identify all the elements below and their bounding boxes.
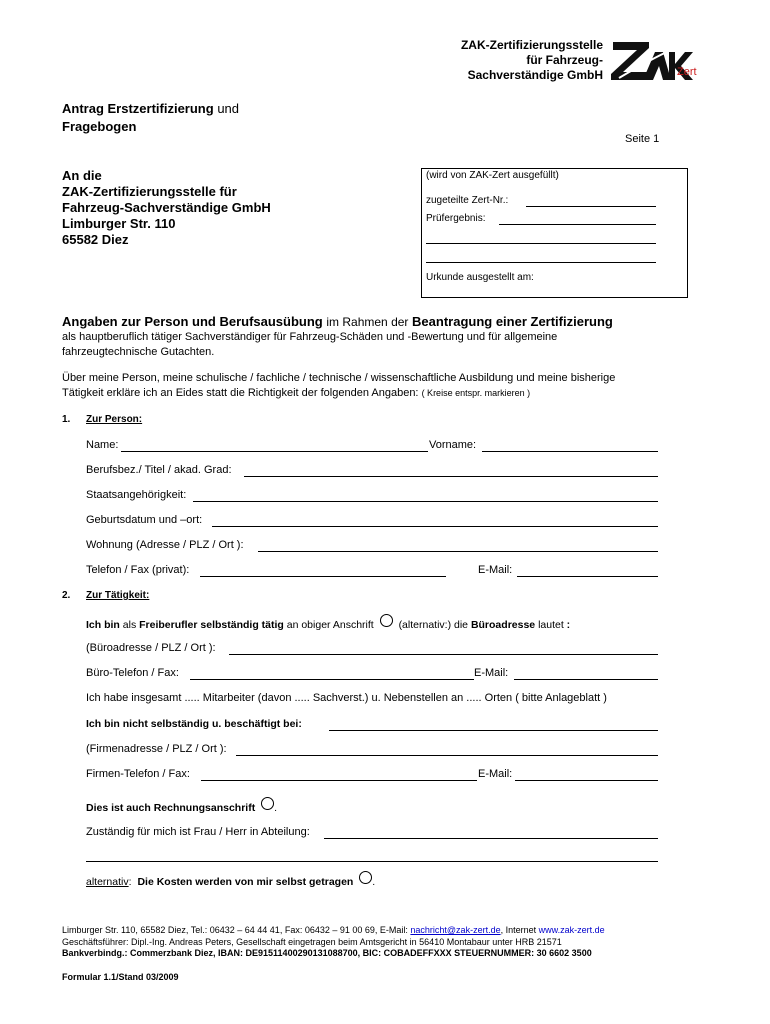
section-2-number: 2. xyxy=(62,590,71,601)
bueroadresse-label: (Büroadresse / PLZ / Ort ): xyxy=(86,642,216,654)
mitarbeiter-line: Ich habe insgesamt ..... Mitarbeiter (davon ..... Sachverst.) u. Nebenstellen an ..... Orten ( bitte Anlageblatt ) xyxy=(86,692,607,704)
section-1-title: Zur Person: xyxy=(86,414,143,425)
recipient-address: An die ZAK-Zertifizierungsstelle für Fahrzeug-Sachverständige GmbH Limburger Str. 110 65582 Diez xyxy=(62,168,271,247)
section-2-title: Zur Tätigkeit: xyxy=(86,590,150,601)
telefon-label: Telefon / Fax (privat): xyxy=(86,564,190,576)
name-field[interactable] xyxy=(121,451,428,452)
wohnung-field[interactable] xyxy=(258,551,658,552)
firmen-email-field[interactable] xyxy=(515,780,658,781)
vorname-label: Vorname: xyxy=(429,439,477,451)
zustaendig-label: Zuständig für mich ist Frau / Herr in Abteilung: xyxy=(86,826,310,838)
cert-no-field[interactable] xyxy=(526,206,656,207)
footer-web-link[interactable]: www.zak-zert.de xyxy=(538,925,605,935)
buerotel-label: Büro-Telefon / Fax: xyxy=(86,667,179,679)
section-1-number: 1. xyxy=(62,414,71,425)
email-label: E-Mail: xyxy=(478,564,513,576)
beruf-field[interactable] xyxy=(244,476,658,477)
firmentel-field[interactable] xyxy=(201,780,477,781)
cert-no-label: zugeteilte Zert-Nr.: xyxy=(426,195,509,206)
footer-email-link[interactable]: nachricht@zak-zert.de xyxy=(410,925,501,935)
firmentel-label: Firmen-Telefon / Fax: xyxy=(86,768,190,780)
footer: Limburger Str. 110, 65582 Diez, Tel.: 06432 – 64 44 41, Fax: 06432 – 91 00 69, E-Mail: nachricht@zak-zert.de, Internet www.zak-zert.de Geschäftsführer: Dipl.-Ing. Andreas Peters, Gesellschaft eingetragen beim Amtsgericht in 56410 Montabaur unter HRB 21571 Bankverbindg.: Commerzbank Diez, IBAN: DE91511400290131088700, BIC: COBADEFFXXX STEUERNUMMER: 30 6602 3500 xyxy=(62,925,605,958)
staat-field[interactable] xyxy=(193,501,658,502)
zak-logo-icon xyxy=(609,38,704,88)
intro-subtext: als hauptberuflich tätiger Sachverständiger für Fahrzeug-Schäden und -Bewertung und für allgemeine fahrzeugtechnische Gutachten. xyxy=(62,331,558,358)
rechnung-line: Dies ist auch Rechnungsanschrift . xyxy=(86,797,277,814)
nicht-selbstaendig-label: Ich bin nicht selbständig u. beschäftigt bei: xyxy=(86,718,302,730)
telefon-field[interactable] xyxy=(200,576,446,577)
form-version: Formular 1.1/Stand 03/2009 xyxy=(62,972,179,982)
result-field[interactable] xyxy=(499,224,656,225)
zak-logo xyxy=(609,38,704,88)
kosten-circle[interactable] xyxy=(359,871,372,884)
firmenadresse-label: (Firmenadresse / PLZ / Ort ): xyxy=(86,743,227,755)
alternativ-line: alternativ: Die Kosten werden von mir selbst getragen . xyxy=(86,871,375,888)
arbeitgeber-field[interactable] xyxy=(329,730,658,731)
email-field[interactable] xyxy=(517,576,658,577)
office-line-2[interactable] xyxy=(426,262,656,263)
vorname-field[interactable] xyxy=(482,451,658,452)
issued-label: Urkunde ausgestellt am: xyxy=(426,272,534,283)
intro-heading: Angaben zur Person und Berufsausübung im Rahmen der Beantragung einer Zertifizierung xyxy=(62,314,613,329)
firmen-email-label: E-Mail: xyxy=(478,768,513,780)
buerotel-field[interactable] xyxy=(190,679,474,680)
doc-title: Antrag Erstzertifizierung und Fragebogen xyxy=(62,101,240,134)
office-use-box xyxy=(421,168,688,298)
office-box-header: (wird von ZAK-Zert ausgefüllt) xyxy=(426,170,559,181)
logo-text: Zert xyxy=(677,66,697,78)
geburt-label: Geburtsdatum und –ort: xyxy=(86,514,203,526)
office-line-1[interactable] xyxy=(426,243,656,244)
intro-paragraph: Über meine Person, meine schulische / fachliche / technische / wissenschaftliche Ausbildung und meine bisherige Tätigkeit erkläre ich an Eides statt die Richtigkeit der folgenden Angaben: ( Kreise entspr. markieren ) xyxy=(62,372,616,399)
buero-email-label: E-Mail: xyxy=(474,667,509,679)
freiberufler-circle[interactable] xyxy=(380,614,393,627)
zustaendig-field-2[interactable] xyxy=(86,861,658,862)
result-label: Prüfergebnis: xyxy=(426,213,486,224)
buero-email-field[interactable] xyxy=(514,679,658,680)
zustaendig-field[interactable] xyxy=(324,838,658,839)
staat-label: Staatsangehörigkeit: xyxy=(86,489,187,501)
freiberufler-line: Ich bin als Freiberufler selbständig tätig an obiger Anschrift (alternativ:) die Büroadresse lautet : xyxy=(86,614,570,631)
bueroadresse-field[interactable] xyxy=(229,654,658,655)
rechnung-circle[interactable] xyxy=(261,797,274,810)
beruf-label: Berufsbez./ Titel / akad. Grad: xyxy=(86,464,232,476)
wohnung-label: Wohnung (Adresse / PLZ / Ort ): xyxy=(86,539,244,551)
org-name: ZAK-Zertifizierungsstelle für Fahrzeug- Sachverständige GmbH xyxy=(460,38,603,82)
firmenadresse-field[interactable] xyxy=(236,755,658,756)
name-label: Name: xyxy=(86,439,119,451)
geburt-field[interactable] xyxy=(212,526,658,527)
page-number: Seite 1 xyxy=(625,133,660,145)
